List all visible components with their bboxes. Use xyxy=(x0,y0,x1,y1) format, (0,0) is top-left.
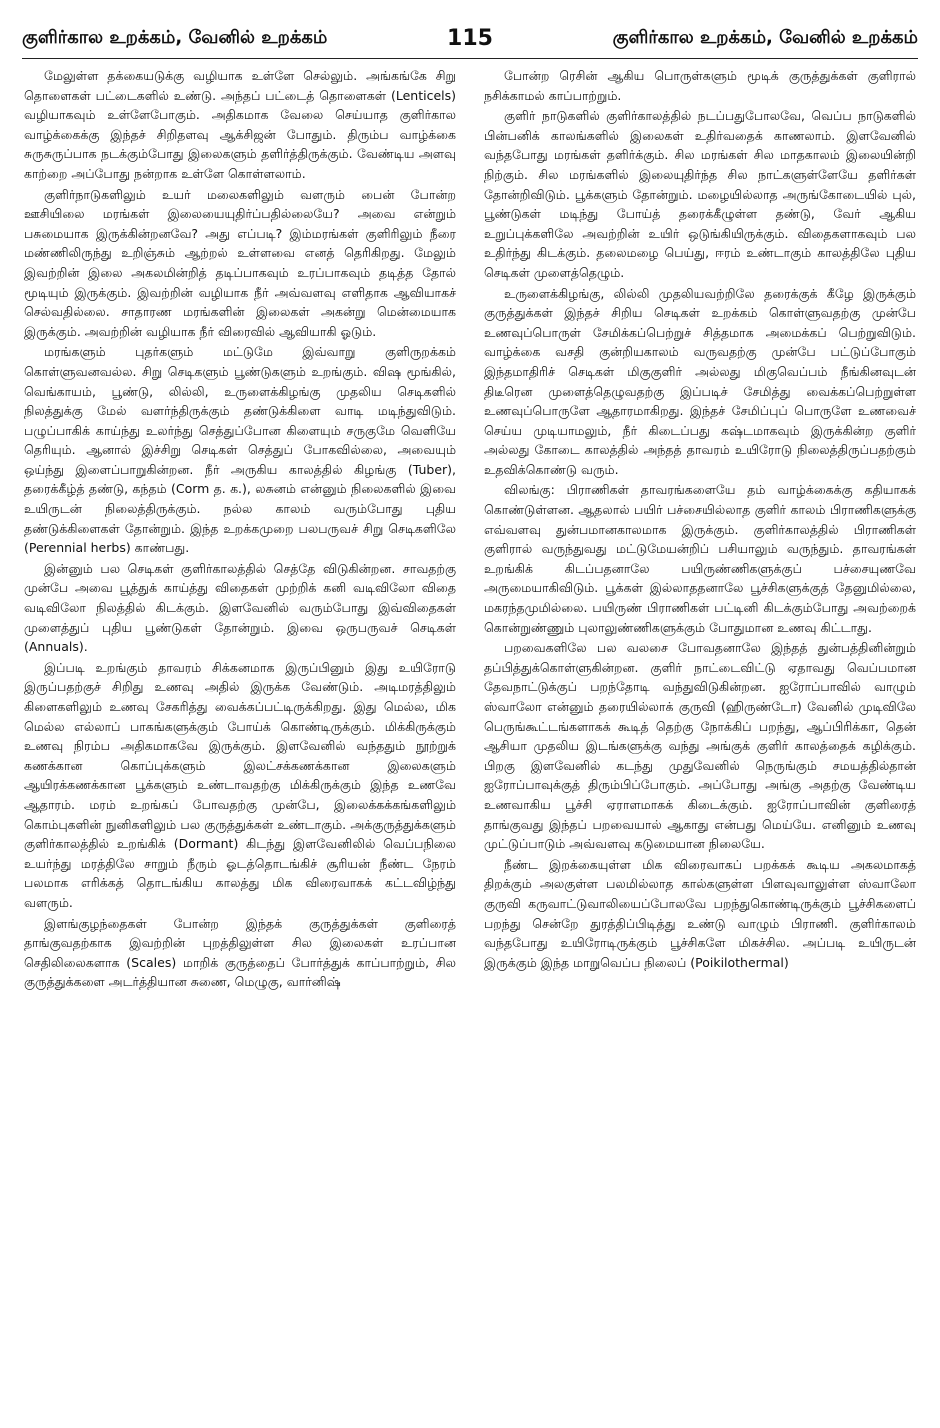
paragraph: இப்படி உறங்கும் தாவரம் சிக்கனமாக இருப்பினும் இது உயிரோடு இருப்பதற்குச் சிறிது உணவு அதில் இருக்க வேண்டும். அடிமரத்திலும் கிளைகளிலும் உணவு சேகரித்து வைக்கப்பட்டிருக்கிறது. இது மெல்ல, மிக மெல்ல எல்லாப் பாகங்களுக்கும் போய்க் கொண்டிருக்கும். மிக்கிருக்கும் உணவு நிரம்ப அதிகமாகவே இருக்கும். இளவேனில் வந்ததும் நூற்றுக் கணக்கான கொப்புக்களும் இலட்சக்கணக்கான இலைகளும் ஆயிரக்கணக்கான பூக்களும் உண்டாவதற்கு மிக்கிருக்கும் இந்த உணவே ஆதாரம். மரம் உறங்கப் போவதற்கு முன்பே, இலைக்கக்கங்களிலும் கொம்புகளின் நுனிகளிலும் பல குருத்துக்கள் உண்டாகும். அக்குருத்துக்களும் குளிர்காலத்தில் உறங்கிக் (Dormant) கிடந்து இளவேனிலில் வெப்பநிலை உயர்ந்து மரத்திலே சாறும் நீரும் ஓடத்தொடங்கிச் சூரியன் நீண்ட நேரம் பலமாக எரிக்கத் தொடங்கிய காலத்து மிக விரைவாகக் கட்டவிழ்ந்து வளரும். xyxy=(24,659,456,910)
page-header xyxy=(22,18,918,59)
paragraph: போன்ற ரெசின் ஆகிய பொருள்களும் மூடிக் குருத்துக்கள் குளிரால் நசிக்காமல் காப்பாற்றும். xyxy=(484,68,916,103)
paragraph: மேலுள்ள தக்கையடுக்கு வழியாக உள்ளே செல்லும். அங்கங்கே சிறு தொளைகள் பட்டைகளில் உண்டு. அந்தப் பட்டைத் தொளைகள் (Lenticels) வழியாகவும் உள்ளேபோகும். அதிகமாக வேலை செய்யாத குளிர்கால வாழ்க்கைக்கு இந்தச் சிறிதளவு ஆக்சிஜன் போதும். திரும்ப வாழ்க்கை சுருசுருப்பாக நடக்கும்போது இலைகளும் தளிர்த்திருக்கும். வேண்டிய அளவு காற்றை அப்போது நன்றாக உள்ளே கொள்ளலாம். xyxy=(24,68,456,181)
right-column xyxy=(484,66,916,1414)
running-title-left: குளிர்கால உறக்கம், வேனில் உறக்கம் xyxy=(22,26,328,48)
paragraph: இளங்குழந்தைகள் போன்ற இந்தக் குருத்துக்கள் குளிரைத் தாங்குவதற்காக இவற்றின் புறத்திலுள்ள சில இலைகள் உரப்பான செதிலிலைகளாக (Scales) மாறிக் குருத்தைப் போர்த்துக் காப்பாற்றும், சில குருத்துக்களை அடர்த்தியான சுணை, மெழுகு, வார்னிஷ் xyxy=(24,915,456,990)
paragraph: உருளைக்கிழங்கு, லில்லி முதலியவற்றிலே தரைக்குக் கீழே இருக்கும் குருத்துக்கள் இந்தச் சிறிய செடிகள் உறக்கம் கொள்ளுவதற்கு முன்பே உணவுப்பொருள் சேமிக்கப்பெற்றுச் சித்தமாக அமைக்கப் பெற்றுவிடும். வாழ்க்கை வசதி குன்றியகாலம் வருவதற்கு முன்பே பட்டுப்போகும் இந்தமாதிரிச் செடிகள் மிகுகுளிர் அல்லது மிகுவெப்பம் நீங்கினவுடன் திடீரென முளைத்தெழுவதற்கு இப்படிச் சேமித்து வைக்கப்பெற்றுள்ள உணவுப்பொருளே ஆதாரமாகிறது. இந்தச் சேமிப்புப் பொருளே உணவைச் செய்ய முடியாமலும், நீர் கிடைப்பது கஷ்டமாகவும் இருக்கின்ற குளிர் அல்லது கோடை காலத்தில் அந்தத் தாவரம் உயிரோடு நிலைத்திருப்பதற்கும் உதவிக்கொண்டு வரும். xyxy=(484,285,916,477)
paragraph: குளிர்நாடுகளிலும் உயர் மலைகளிலும் வளரும் பைன் போன்ற ஊசியிலை மரங்கள் இலையையுதிர்ப்பதில்லையே? அவை என்றும் பசுமையாக இருக்கின்றனவே? அது எப்படி? இம்மரங்கள் குளிரிலும் நீரை மண்ணிலிருந்து உறிஞ்சும் ஆற்றல் உள்ளவை எனத் தெரிகிறது. மேலும் இவற்றின் இலை அகலமின்றித் தடிப்பாகவும் உரப்பாகவும் தடித்த தோல் மூடியும் இருக்கும். இவற்றின் வழியாக நீர் அவ்வளவு எளிதாக ஆவியாகச் செல்வதில்லை. சாதாரண மரங்களின் இலைகள் அகன்று மென்மையாக இருக்கும். அவற்றின் வழியாக நீர் விரைவில் ஆவியாகி ஓடும். xyxy=(24,186,456,339)
paragraph: குளிர் நாடுகளில் குளிர்காலத்தில் நடப்பதுபோலவே, வெப்ப நாடுகளில் பின்பனிக் காலங்களில் இலைகள் உதிர்வதைக் காணலாம். இளவேனில் வந்தபோது மரங்கள் தளிர்க்கும். சில மரங்கள் சில மாதகாலம் இலையின்றி நிற்கும். சில மரங்களில் இலையுதிர்ந்த சில நாட்களுள்ளேயே தளிர்கள் தோன்றிவிடும். பூக்களும் தோன்றும். மழையில்லாத அருங்கோடையில் புல், பூண்டுகள் மடிந்து போய்த் தரைக்கீழுள்ள தண்டு, வேர் ஆகிய உறுப்புக்களிலே அவற்றின் உயிர் ஒடுங்கியிருக்கும். விதைகளாகவும் பல உதிர்ந்து கிடக்கும். தலைமழை பெய்து, ஈரம் உண்டாகும் காலத்திலே புதிய செடிகள் முளைத்தெழும். xyxy=(484,108,916,280)
paragraph: இன்னும் பல செடிகள் குளிர்காலத்தில் செத்தே விடுகின்றன. சாவதற்கு முன்பே அவை பூத்துக் காய்த்து விதைகள் முற்றிக் கனி வடிவிலோ விதை வடிவிலோ நிலத்தில் கிடக்கும். இளவேனில் வரும்போது இவ்விதைகள் முளைத்துப் புதிய பூண்டுகள் தோன்றும். இவை ஒருபருவச் செடிகள் (Annuals). xyxy=(24,560,456,655)
page-number: 115 xyxy=(447,25,493,51)
paragraph: பறவைகளிலே பல வலசை போவதனாலே இந்தத் துன்பத்தினின்றும் தப்பித்துக்கொள்ளுகின்றன. குளிர் நாட்டைவிட்டு ஏதாவது வெப்பமான தேவநாட்டுக்குப் பறந்தோடி வந்துவிடுகின்றன. ஐரோப்பாவில் வாழும் ஸ்வாலோ என்னும் தரையில்லாக் குருவி (ஹிருண்டோ) வேனில் முடிவிலே பெருங்கூட்டங்களாகக் கூடித் தெற்கு நோக்கிப் பறந்து, ஆப்பிரிக்கா, தென் ஆசியா முதலிய இடங்களுக்கு வந்து அங்குக் குளிர் காலத்தைக் கழிக்கும். பிறகு இளவேனில் கடந்து முதுவேனில் நெருங்கும் சமயத்தில்தான் ஐரோப்பாவுக்குத் திரும்பிப்போகும். அப்போது அங்கு அதற்கு வேண்டிய உணவாகிய பூச்சி ஏராளமாகக் கிடைக்கும். ஐரோப்பாவின் குளிரைத் தாங்குவது இந்தப் பறவையால் ஆகாது என்பது மெய்யே. எனினும் உணவு முட்டுப்பாடும் அவ்வளவு கடுமையான நிலையே. xyxy=(484,640,916,852)
paragraph: நீண்ட இறக்கையுள்ள மிக விரைவாகப் பறக்கக் கூடிய அகலமாகத் திறக்கும் அலகுள்ள பலமில்லாத கால்களுள்ள பிளவுவாலுள்ள ஸ்வாலோ குருவி கருவாட்டுவாலியைப்போலவே பறந்துகொண்டிருக்கும் பூச்சிகளைப் பறந்து சென்றே துரத்திப்பிடித்து உண்டு வாழும் பிராணி. குளிர்காலம் வந்தபோது உயிரோடிருக்கும் பூச்சிகளே மிகச்சில. அப்படி உயிருடன் இருக்கும் இந்த மாறுவெப்ப நிலைப் (Poikilothermal) xyxy=(484,856,916,970)
running-title-right: குளிர்கால உறக்கம், வேனில் உறக்கம் xyxy=(612,26,918,48)
paragraph: விலங்கு: பிராணிகள் தாவரங்களையே தம் வாழ்க்கைக்கு கதியாகக் கொண்டுள்ளன. ஆதலால் பயிர் பச்சையில்லாத குளிர் காலம் பிராணிகளுக்கு எவ்வளவு துன்பமானகாலமாக இருக்கும். குளிர்காலத்தில் பிராணிகள் குளிரால் வருந்துவது மட்டுமேயன்றிப் பசியாலும் வருந்தும். தாவரங்கள் உறங்கிக் கிடப்பதனாலே பயிருண்ணிகளுக்குப் பச்சையுணவே அருமையாகிவிடும். பூக்கள் இல்லாததனாலே பூச்சிகளுக்குத் தேனுமில்லை, மகரந்தமுமில்லை. பயிருண் பிராணிகள் பட்டினி கிடக்கும்போது அவற்றைக் கொன்றுண்ணும் புலாலுண்ணிகளுக்கும் போதுமான உணவு கிட்டாது. xyxy=(484,482,916,635)
paragraph: மரங்களும் புதர்களும் மட்டுமே இவ்வாறு குளிருறக்கம் கொள்ளுவனவல்ல. சிறு செடிகளும் பூண்டுகளும் உறங்கும். விஷ மூங்கில், வெங்காயம், பூண்டு, லில்லி, உருளைக்கிழங்கு முதலிய செடிகளில் நிலத்துக்கு மேல் வளர்ந்திருக்கும் தண்டுக்கிளை வாடி மடிந்துவிடும். பழுப்பாகிக் காய்ந்து உலர்ந்து செத்துப்போன கிளையும் சருகுமே வெளியே தெரியும். ஆனால் இச்சிறு செடிகள் செத்துப் போகவில்லை, அவையும் ஒய்ந்து இளைப்பாறுகின்றன. நீர் அருகிய காலத்தில் கிழங்கு (Tuber), தரைக்கீழ்த் தண்டு, கந்தம் (Corm த. க.), லசுனம் என்னும் நிலைகளில் இவை உயிருடன் நிலைத்திருக்கும். நல்ல காலம் வரும்போது புதிய தண்டுக்கிளைகள் தோன்றும். இந்த உறக்கமுறை பலபருவச் சிறு செடிகளிலே (Perennial herbs) காண்பது. xyxy=(24,344,456,556)
left-column xyxy=(24,66,456,1414)
